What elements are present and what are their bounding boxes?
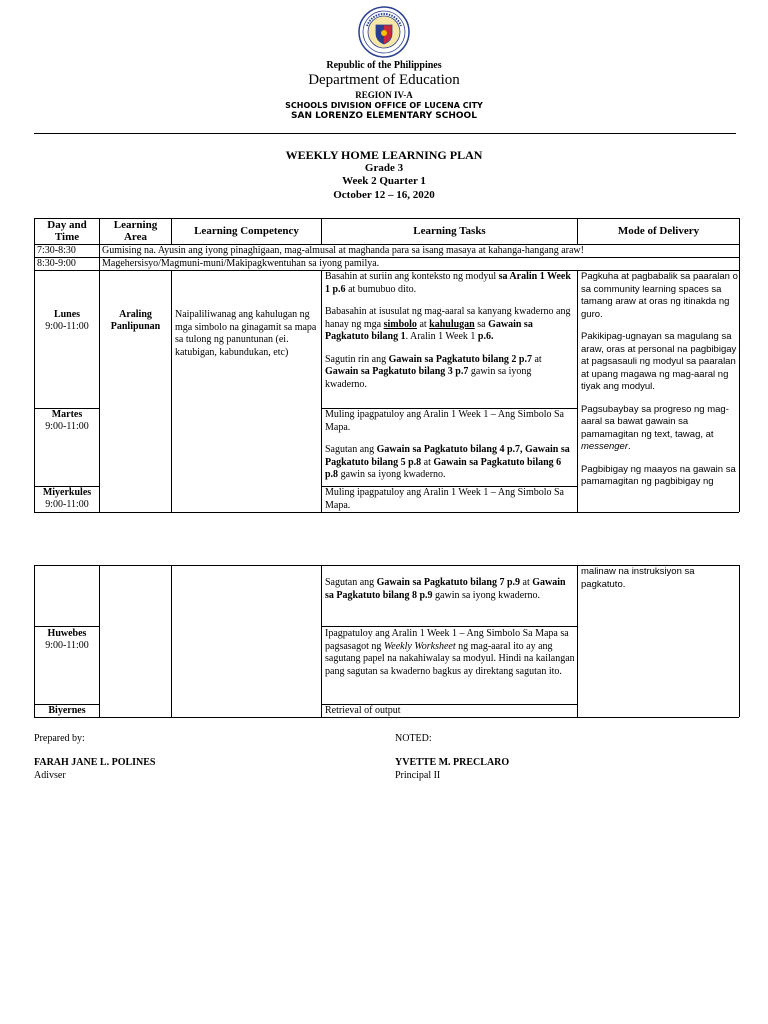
grade-label: Grade 3 bbox=[364, 162, 404, 174]
routine-text-2: Magehersisyo/Magmuni-muni/Makipagkwentuhan sa iyong pamilya. bbox=[102, 258, 380, 269]
noted-role: Principal II bbox=[395, 770, 441, 781]
routine-time-1: 7:30-8:30 bbox=[37, 245, 76, 256]
martes-tasks bbox=[325, 409, 575, 486]
mode-item-4-continued: malinaw na instruksiyon sa pagkatuto. bbox=[581, 566, 695, 590]
region-label: REGION IV-A bbox=[355, 90, 413, 100]
huwebes-task-1: Ipagpatuloy ang Aralin 1 Week 1 – Ang Simbolo Sa Mapa sa pagsasagot ng Weekly Worksheet ng mag-aaral ito ay ang sagutang papel na nakahiwalay sa modyul. Hindi na kailangan pang sagutan sa kwaderno bagkus ay direktang sagutan ito. bbox=[325, 628, 575, 677]
miyerkules-task-1: Muling ipagpatuloy ang Aralin 1 Week 1 – Ang Simbolo Sa Mapa. bbox=[325, 487, 564, 511]
competency-cell: Naipaliliwanag ang kahulugan ng mga simbolo na ginagamit sa mapa sa tulong ng panuntunan (ei. katubigan, kabundukan, etc) bbox=[175, 309, 317, 358]
mode-item-4: Pagbibigay ng maayos na gawain sa pamamagitan ng pagbibigay ng bbox=[581, 463, 736, 487]
day-huwebes-time: 9:00-11:00 bbox=[45, 640, 89, 651]
department-label: Department of Education bbox=[308, 72, 460, 88]
miyerkules-tasks bbox=[325, 487, 575, 512]
day-miyerkules-name: Miyerkules bbox=[42, 487, 92, 498]
day-miyerkules bbox=[35, 487, 99, 511]
mode-item-1: Pagkuha at pagbabalik sa paaralan o sa community learning spaces sa tamang araw at oras ng itinakda ng guro. bbox=[581, 271, 738, 320]
day-lunes-name: Lunes bbox=[53, 309, 81, 320]
day-martes-name: Martes bbox=[51, 409, 83, 420]
lunes-tasks bbox=[325, 271, 575, 408]
continued-tasks bbox=[325, 577, 575, 626]
learning-area-cell bbox=[100, 309, 171, 333]
lunes-task-3: Sagutin rin ang Gawain sa Pagkatuto bilang 2 p.7 at Gawain sa Pagkatuto bilang 3 p.7 gawin sa iyong kwaderno. bbox=[325, 353, 542, 390]
mode-of-delivery-cell bbox=[581, 271, 738, 512]
week-quarter-label: Week 2 Quarter 1 bbox=[342, 175, 426, 187]
day-martes-time: 9:00-11:00 bbox=[45, 421, 89, 432]
noted-name: YVETTE M. PRECLARO bbox=[395, 757, 510, 768]
day-miyerkules-time: 9:00-11:00 bbox=[45, 499, 89, 510]
prepared-by-label: Prepared by: bbox=[34, 733, 85, 744]
day-lunes-time: 9:00-11:00 bbox=[45, 321, 89, 332]
day-huwebes bbox=[35, 628, 99, 652]
header-learning-area: Learning Area bbox=[113, 219, 158, 243]
martes-task-1: Muling ipagpatuloy ang Aralin 1 Week 1 – Ang Simbolo Sa Mapa. bbox=[325, 409, 564, 433]
continued-task-1: Sagutan ang Gawain sa Pagkatuto bilang 7 p.9 at Gawain sa Pagkatuto bilang 8 p.9 gawin sa iyong kwaderno. bbox=[325, 577, 566, 601]
day-huwebes-name: Huwebes bbox=[47, 628, 87, 639]
header-learning-competency: Learning Competency bbox=[194, 225, 299, 237]
header-day-and-time: Day and Time bbox=[47, 219, 87, 243]
prepared-by-role: Adivser bbox=[34, 770, 66, 781]
lunes-task-1: Basahin at suriin ang konteksto ng modyul sa Aralin 1 Week 1 p.6 at bumubuo dito. bbox=[325, 271, 571, 295]
huwebes-tasks bbox=[325, 628, 575, 704]
martes-task-2: Sagutan ang Gawain sa Pagkatuto bilang 4 p.7, Gawain sa Pagkatuto bilang 5 p.8 at Gawain sa Pagkatuto bilang 6 p.8 gawin sa iyong kwaderno. bbox=[325, 444, 570, 480]
date-range-label: October 12 – 16, 2020 bbox=[333, 189, 435, 201]
mode-item-2: Pakikipag-ugnayan sa magulang sa araw, oras at personal na pagbibigay at pagsasauli ng modyul sa paaralan at upang magawa ng mag-aaral ng tiyak ang modyul. bbox=[581, 331, 737, 392]
routine-text-1: Gumising na. Ayusin ang iyong pinaghigaan, mag-almusal at maghanda para sa isang masaya at kahanga-hangang araw! bbox=[102, 245, 584, 256]
day-lunes bbox=[35, 309, 99, 333]
republic-label: Republic of the Philippines bbox=[326, 60, 442, 71]
learning-area-text: Araling Panlipunan bbox=[110, 309, 161, 332]
prepared-by-name: FARAH JANE L. POLINES bbox=[34, 757, 156, 768]
mode-item-3: Pagsubaybay sa progreso ng mag-aaral sa bawat gawain sa pamamagitan ng text, tawag, at messenger. bbox=[581, 403, 729, 452]
noted-label: NOTED: bbox=[395, 733, 432, 744]
division-label: SCHOOLS DIVISION OFFICE OF LUCENA CITY bbox=[285, 101, 483, 110]
lunes-task-2: Babasahin at isusulat ng mag-aaral sa kanyang kwaderno ang hanay ng mga simbolo at kahulugan sa Gawain sa Pagkatuto bilang 1. Aralin 1 Week 1 p.6. bbox=[325, 306, 571, 342]
header-mode-of-delivery: Mode of Delivery bbox=[617, 225, 700, 237]
deped-seal-icon bbox=[358, 6, 410, 58]
day-biyernes-name: Biyernes bbox=[48, 705, 86, 716]
day-martes bbox=[35, 409, 99, 433]
routine-time-2: 8:30-9:00 bbox=[37, 258, 76, 269]
school-label: SAN LORENZO ELEMENTARY SCHOOL bbox=[291, 111, 477, 121]
header-divider bbox=[34, 133, 736, 134]
header-learning-tasks: Learning Tasks bbox=[413, 225, 486, 237]
biyernes-task: Retrieval of output bbox=[325, 705, 401, 716]
plan-title: WEEKLY HOME LEARNING PLAN bbox=[285, 148, 483, 162]
day-biyernes bbox=[35, 705, 99, 717]
